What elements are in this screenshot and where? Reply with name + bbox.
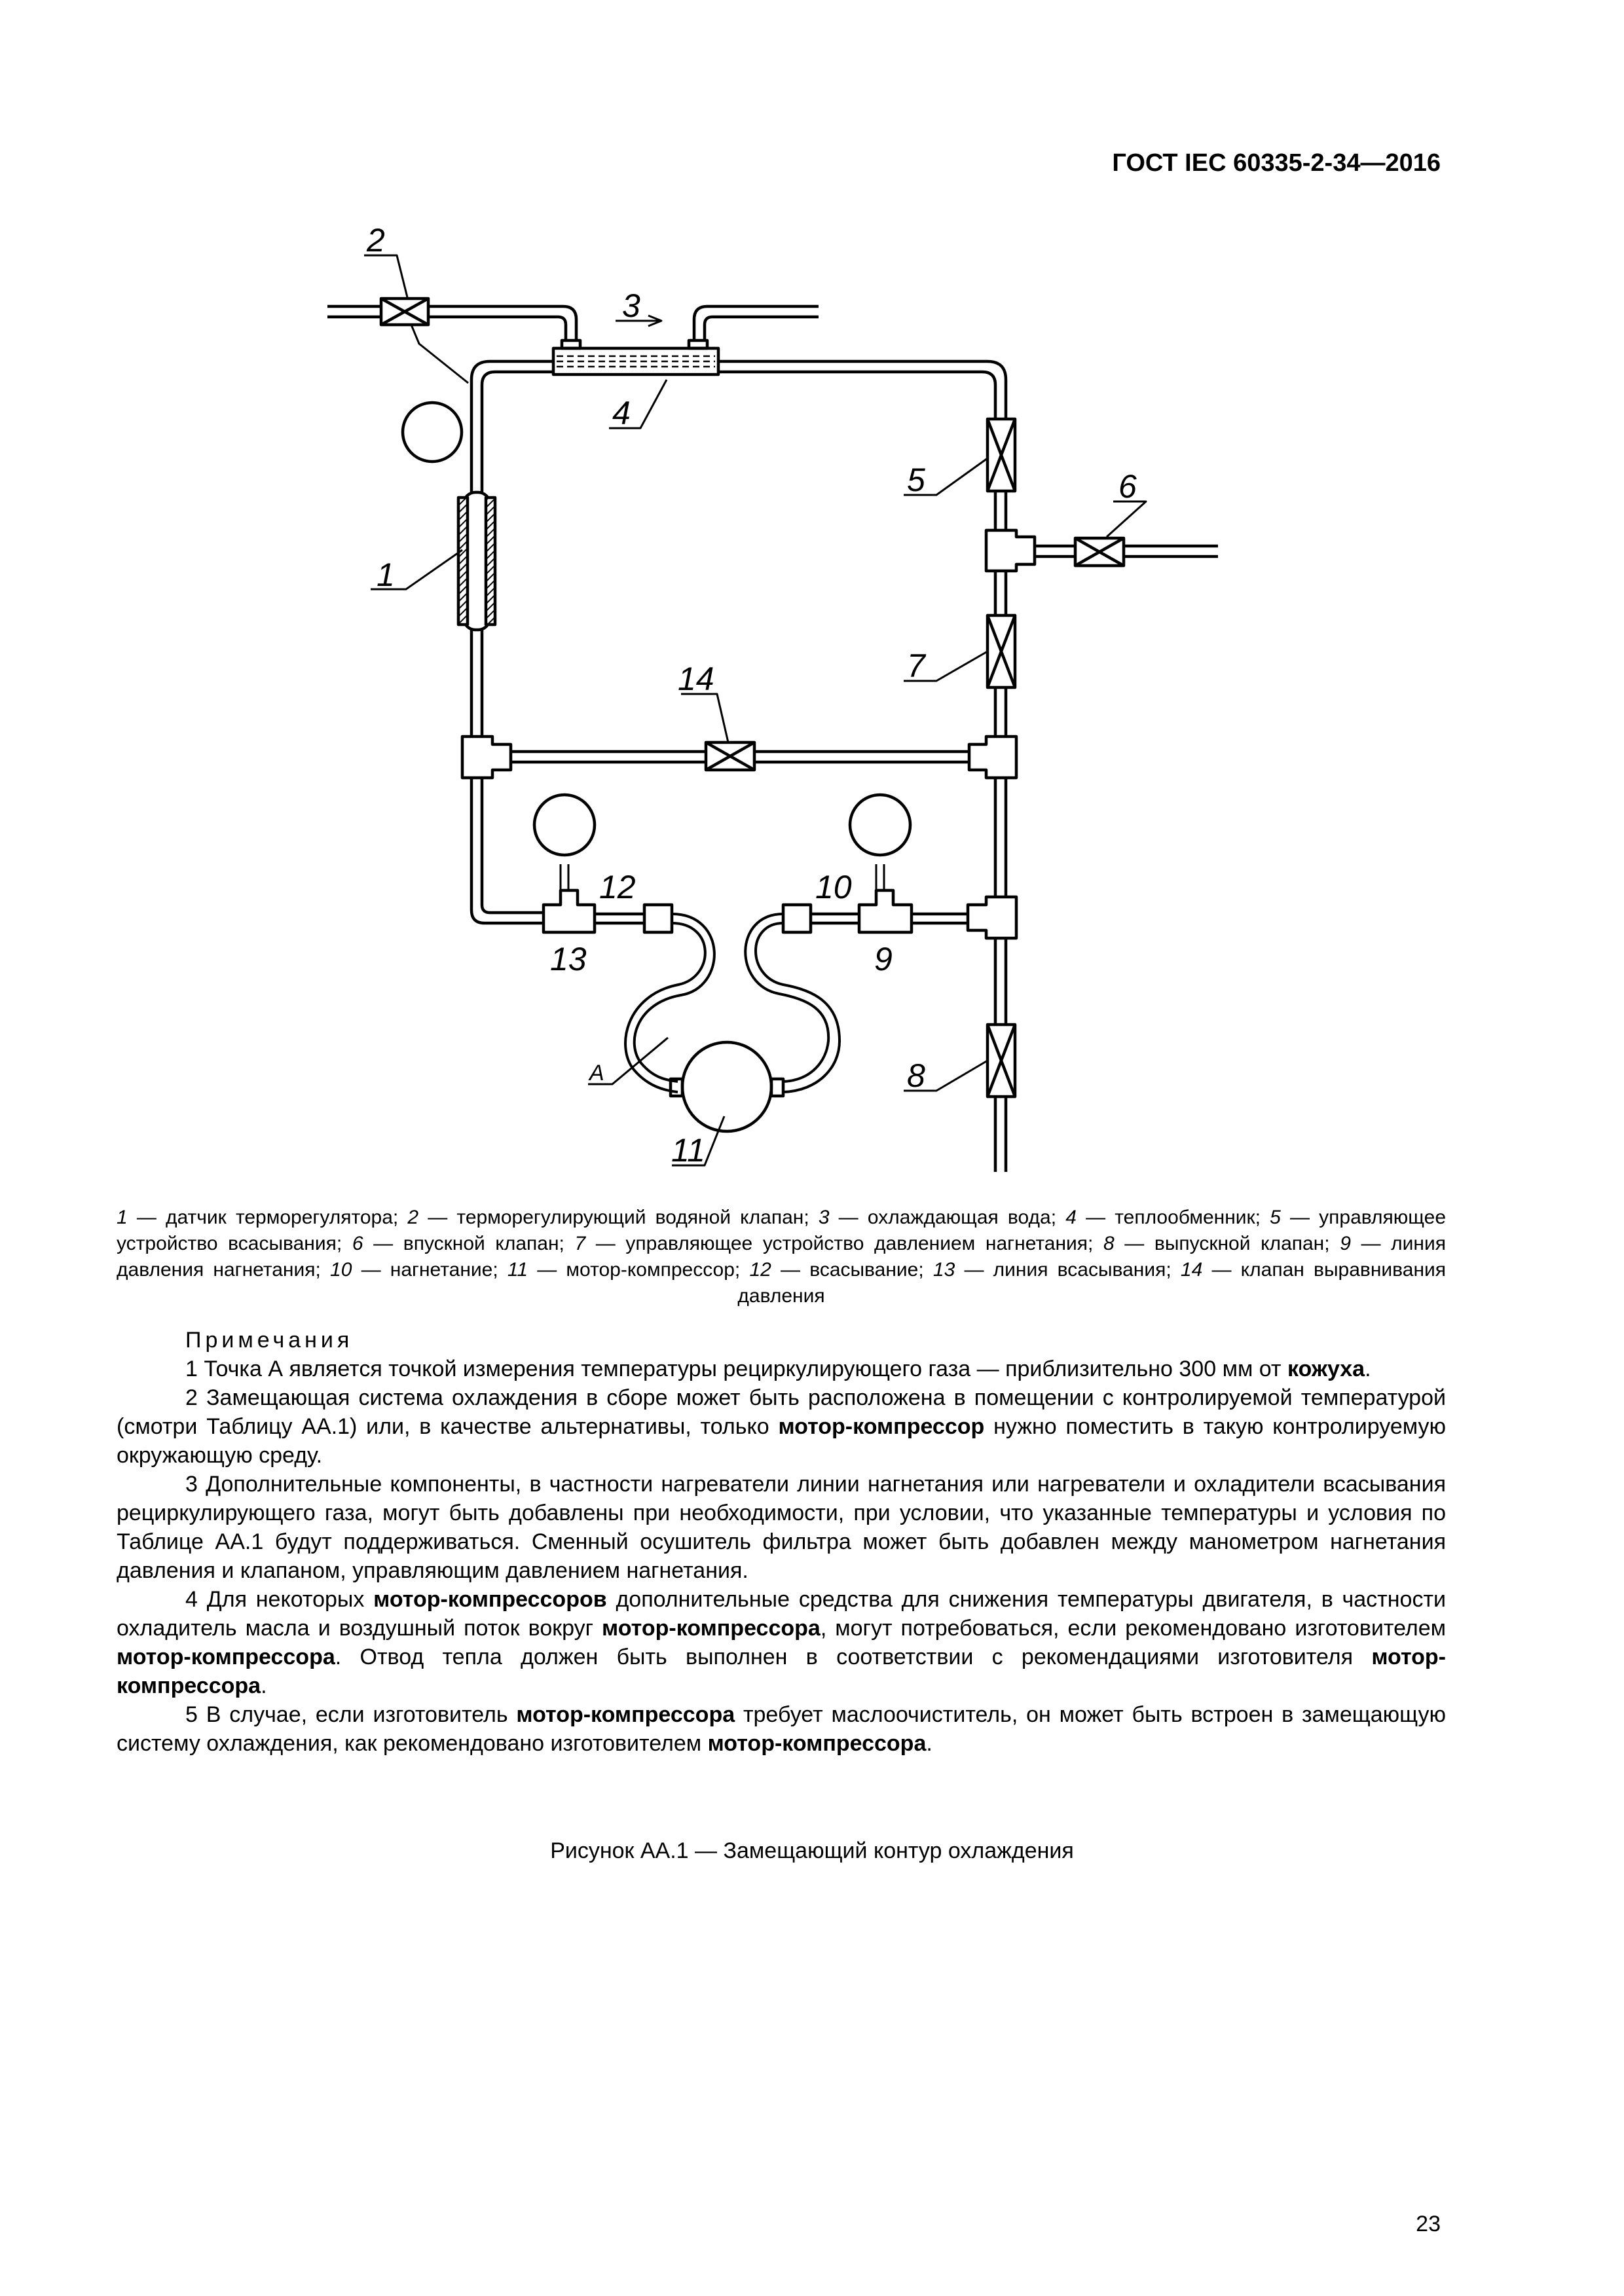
legend-item [1065, 1207, 1270, 1228]
water-pipe-segment [428, 306, 576, 340]
legend-item [330, 1259, 507, 1281]
legend-item-number: 9 [1340, 1233, 1351, 1254]
legend-item [407, 1207, 818, 1228]
legend-item [574, 1233, 1103, 1254]
label-12: 12 [599, 869, 636, 905]
defined-term: кожуха [1287, 1357, 1365, 1381]
defined-term: мотор-компрессора [602, 1616, 821, 1641]
legend-item [1103, 1233, 1340, 1254]
document-header: ГОСТ IEC 60335-2-34—2016 [1112, 149, 1441, 177]
legend-item-number: 4 [1065, 1207, 1077, 1228]
legend-item-text: — охлаждающая вода; [829, 1207, 1066, 1228]
legend-item-number: 3 [818, 1207, 830, 1228]
figure-caption: Рисунок АА.1 — Замещающий контур охлаждения [550, 1838, 1074, 1863]
legend-item-text: — впускной клапан; [363, 1233, 575, 1254]
legend-item-number: 12 [749, 1259, 771, 1281]
legend-item-text: — управляющее устройство давлением нагнетания; [585, 1233, 1103, 1254]
thermostat-bulb [403, 403, 462, 462]
legend-item-text: — теплообменник; [1076, 1207, 1270, 1228]
label-13: 13 [550, 941, 587, 977]
page-number: 23 [1416, 2212, 1441, 2236]
heat-exchanger-hatch [557, 356, 715, 367]
suction-gauge-12 [534, 795, 595, 855]
note-text: дополнительные средства для снижения температуры двигателя, в частности охладитель масла и воздушный поток вокруг [117, 1587, 1447, 1641]
label-A: A [589, 1061, 604, 1085]
legend-item-text: — выпускной клапан; [1114, 1233, 1340, 1254]
legend-item-text: — терморегулирующий водяной клапан; [418, 1207, 819, 1228]
water-inlet-pipe [327, 306, 381, 317]
suction-line-tee-13 [544, 890, 595, 932]
discharge-line-tee-9 [859, 890, 912, 932]
legend-item-number: 13 [932, 1259, 955, 1281]
legend-item [117, 1207, 407, 1228]
notes-list [117, 1355, 1446, 1758]
legend-item-text: — клапан выравнивания давления [737, 1259, 1447, 1307]
legend-item-number: 10 [330, 1259, 352, 1281]
label-10: 10 [815, 869, 852, 905]
label-4: 4 [612, 395, 631, 431]
label-1: 1 [377, 556, 395, 593]
fitting [783, 905, 811, 932]
note-text: . Отвод тепла должен быть выполнен в соответствии с рекомендациями изготовителя [335, 1645, 1372, 1669]
legend-item-text: — нагнетание; [352, 1259, 507, 1281]
label-5: 5 [907, 462, 925, 498]
notes-section [117, 1326, 1446, 1758]
note-paragraph [117, 1355, 1446, 1383]
legend-item-number: 14 [1180, 1259, 1203, 1281]
legend-item [933, 1259, 1181, 1281]
note-text: 3 Дополнительные компоненты, в частности нагреватели линии нагнетания или нагреватели и охладители всасывания рециркулирующего газа, могут быть добавлены при необходимости, при условии, что указанные температуры и условия по Таблице АА.1 будут поддерживаться. Сменный осушитель фильтра может быть добавлен между манометром нагнетания давления и клапаном, управляющим давлением нагнетания. [117, 1472, 1446, 1583]
note-paragraph [117, 1700, 1446, 1758]
discharge-gauge-10 [850, 795, 910, 855]
note-text: 2 Замещающая система охлаждения в сборе может быть расположена в помещении с контролируемой температурой (смотри Таблицу АА.1) или, в качестве альтернативы, только [117, 1385, 1446, 1439]
legend-item-text: — линия всасывания; [955, 1259, 1181, 1281]
figure-legend [117, 1205, 1446, 1309]
note-paragraph [117, 1585, 1446, 1700]
capillary-tube [411, 325, 468, 383]
label-7: 7 [907, 647, 925, 684]
legend-item [507, 1259, 750, 1281]
defined-term: мотор-компрессора [516, 1702, 735, 1727]
tee-fitting [462, 737, 511, 778]
legend-item-text: — мотор-компрессор; [528, 1259, 750, 1281]
notes-title: Примечания [185, 1328, 354, 1353]
label-2: 2 [367, 222, 385, 259]
note-text: , могут потребоваться, если рекомендовано изготовителем [820, 1616, 1446, 1641]
legend-item-number: 1 [117, 1207, 128, 1228]
defined-term: мотор-компрессора [707, 1731, 927, 1756]
note-text: требует маслоочиститель, он может быть встроен в замещающую систему охлаждения, как рекомендовано изготовителем [117, 1702, 1446, 1756]
tee-fitting [969, 737, 1016, 778]
legend-item-text: — датчик терморегулятора; [127, 1207, 408, 1228]
legend-item-number: 5 [1270, 1207, 1281, 1228]
label-3: 3 [622, 287, 640, 324]
label-14: 14 [678, 661, 714, 697]
legend-item [749, 1259, 932, 1281]
legend-item-text: — управляющее устройство всасывания; [117, 1207, 1446, 1254]
refrigerant-pipe-top [471, 361, 553, 484]
note-paragraph [117, 1470, 1446, 1585]
note-paragraph [117, 1383, 1446, 1470]
note-text: нужно поместить в такую контролируемую окружающую среду. [117, 1414, 1447, 1468]
legend-item-text: — линия давления нагнетания; [117, 1233, 1446, 1281]
note-text: 5 В случае, если изготовитель [185, 1702, 517, 1727]
legend-item-number: 2 [407, 1207, 419, 1228]
legend-item-number: 6 [352, 1233, 363, 1254]
legend-item [352, 1233, 575, 1254]
label-9: 9 [874, 941, 893, 977]
defined-term: мотор-компрессора [117, 1645, 1446, 1698]
note-text: . [261, 1673, 267, 1698]
water-outlet-pipe [694, 306, 819, 340]
label-6: 6 [1118, 468, 1137, 505]
legend-item-number: 11 [507, 1259, 528, 1281]
legend-item-number: 7 [574, 1233, 586, 1254]
note-text: 1 Точка А является точкой измерения температуры рециркулирующего газа — приблизительно 300 мм от [185, 1357, 1287, 1381]
legend-item [819, 1207, 1065, 1228]
note-text: . [1365, 1357, 1371, 1381]
defined-term: мотор-компрессор [778, 1414, 985, 1439]
defined-term: мотор-компрессоров [373, 1587, 607, 1612]
tee-fitting [986, 530, 1035, 571]
defined-term: мотор-компрессора [117, 1645, 335, 1669]
label-11: 11 [671, 1132, 705, 1169]
note-text: 4 Для некоторых [185, 1587, 374, 1612]
legend-item-text: — всасывание; [771, 1259, 933, 1281]
note-text: . [926, 1731, 932, 1756]
fitting [644, 905, 672, 932]
tee-fitting [968, 897, 1016, 938]
legend-item-number: 8 [1103, 1233, 1115, 1254]
motor-compressor-11 [682, 1042, 771, 1131]
label-8: 8 [907, 1057, 925, 1094]
